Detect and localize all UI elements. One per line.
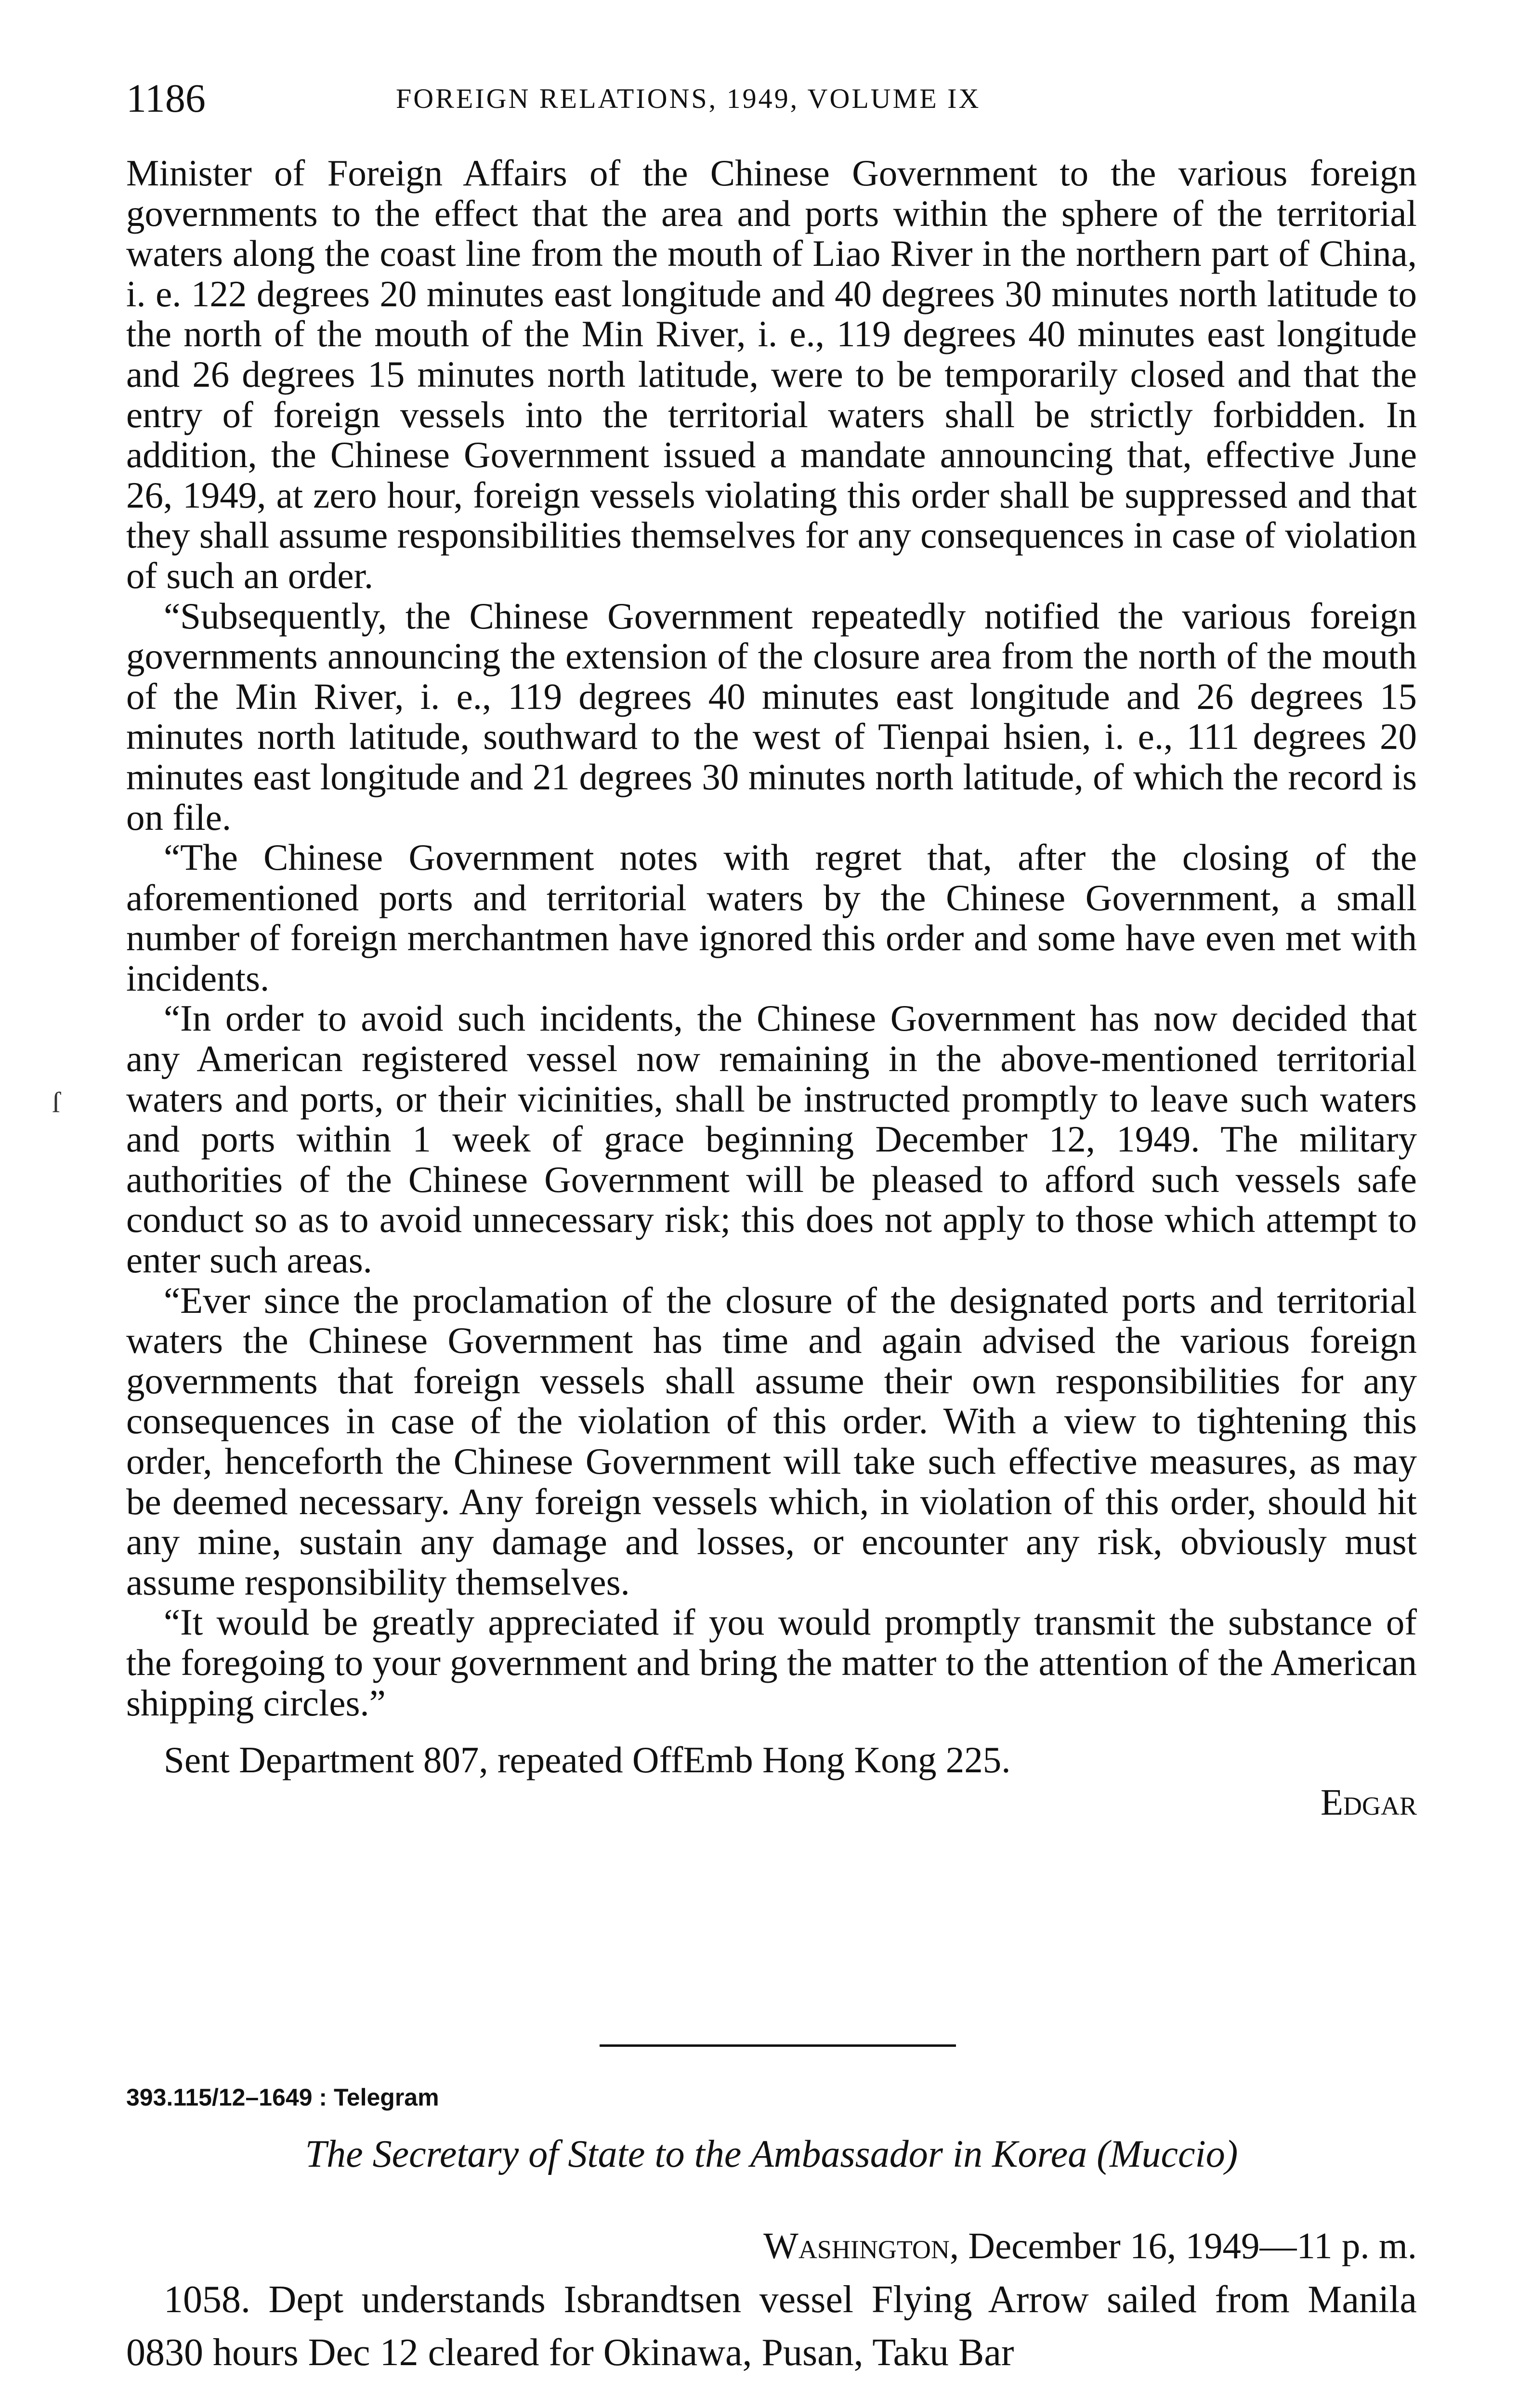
telegram-body bbox=[126, 2273, 1417, 2379]
paragraph-5: “Ever since the proclamation of the closure of the designated ports and territorial waters the Chinese Government has time and again advised the various foreign governments that foreign vessels shall assume their own responsibilities for any consequences in case of the violation of this order. With a view to tightening this order, henceforth the Chinese Government will take such effective measures, as may be deemed necessary. Any foreign vessels which, in violation of this order, should hit any mine, sustain any damage and losses, or encounter any risk, obviously must assume responsibility themselves. bbox=[126, 1279, 1417, 1603]
paragraph-3: “The Chinese Government notes with regret that, after the closing of the aforementioned ports and territorial waters by the Chinese Government, a small number of foreign merchantmen have ignored this order and some have even met with incidents. bbox=[126, 837, 1417, 999]
document-title: The Secretary of State to the Ambassador in Korea (Muccio) bbox=[305, 2133, 1238, 2175]
telegram-body-continued bbox=[126, 153, 1417, 1822]
dateline bbox=[126, 2219, 1417, 2272]
signature: Edgar bbox=[1320, 1781, 1417, 1823]
page-header bbox=[126, 72, 1417, 125]
dateline-place: Washington, bbox=[763, 2225, 959, 2266]
paragraph-4: “In order to avoid such incidents, the Chinese Government has now decided that any American registered vessel now remaining in the above-mentioned territorial waters and ports, or their vicinities, shall be instructed promptly to leave such waters and ports within 1 week of grace beginning December 12, 1949. The military authorities of the Chinese Government will be pleased to afford such vessels safe conduct so as to avoid unnecessary risk; this does not apply to those which attempt to enter such areas. bbox=[126, 997, 1417, 1281]
running-head: FOREIGN RELATIONS, 1949, VOLUME IX bbox=[396, 83, 981, 114]
paragraph-2: “Subsequently, the Chinese Government repeatedly notified the various foreign governments announcing the extension of the closure area from the north of the mouth of the Min River, i. e., 119 degrees 40 minutes east longitude and 26 degrees 15 minutes north latitude, southward to the west of Tienpai hsien, i. e., 111 degrees 20 minutes east longitude and 21 degrees 30 minutes north latitude, of which the record is on file. bbox=[126, 595, 1417, 838]
margin-mark: ſ bbox=[52, 1086, 60, 1118]
paragraph-6: “It would be greatly appreciated if you would promptly transmit the substance of the foregoing to your government and bring the matter to the attention of the American shipping circles.” bbox=[126, 1601, 1417, 1724]
page-number: 1186 bbox=[126, 76, 206, 121]
file-reference: 393.115/12–1649 : Telegram bbox=[126, 2084, 439, 2111]
telegram-paragraph-1: 1058. Dept understands Isbrandtsen vessel Flying Arrow sailed from Manila 0830 hours Dec 12 cleared for Okinawa, Pusan, Taku Bar bbox=[126, 2278, 1417, 2374]
sent-line: Sent Department 807, repeated OffEmb Hong Kong 225. bbox=[164, 1739, 1011, 1781]
section-divider bbox=[600, 2044, 956, 2047]
paragraph-1: Minister of Foreign Affairs of the Chinese Government to the various foreign governments to the effect that the area and ports within the sphere of the territorial waters along the coast line from the mouth of Liao River in the northern part of China, i. e. 122 degrees 20 minutes east longitude and 40 degrees 30 minutes north latitude to the north of the mouth of the Min River, i. e., 119 degrees 40 minutes east longitude and 26 degrees 15 minutes north latitude, were to be temporarily closed and that the entry of foreign vessels into the territorial waters shall be strictly forbidden. In addition, the Chinese Government issued a mandate announcing that, effective June 26, 1949, at zero hour, foreign vessels violating this order shall be suppressed and that they shall assume responsibilities themselves for any consequences in case of violation of such an order. bbox=[126, 152, 1417, 596]
dateline-time: December 16, 1949—11 p. m. bbox=[959, 2225, 1417, 2266]
